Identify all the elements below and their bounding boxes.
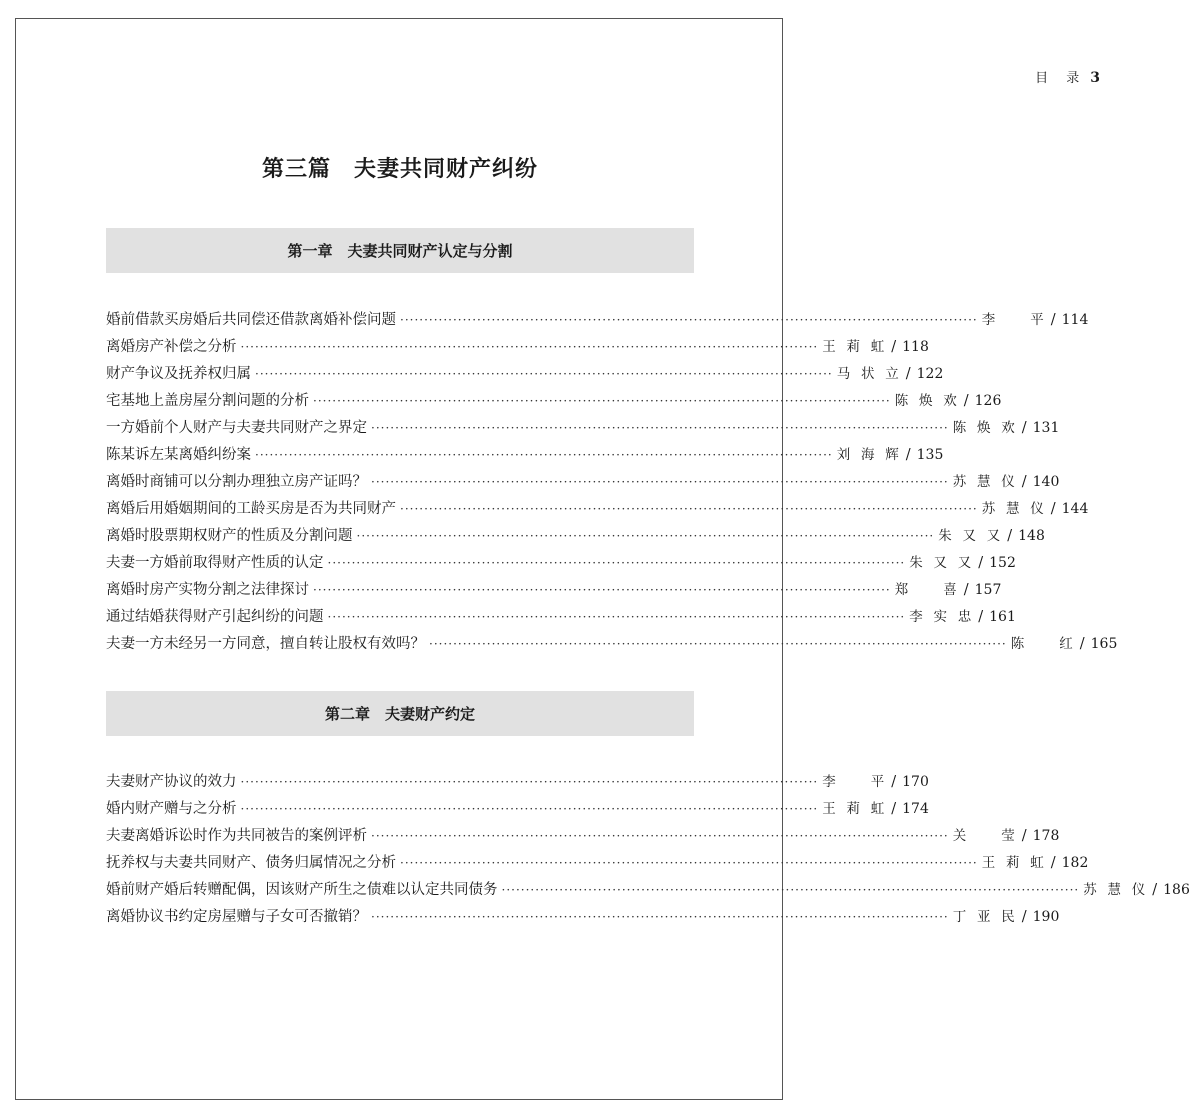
entry-title: 离婚房产补偿之分析 bbox=[106, 339, 237, 355]
header-page-number: 3 bbox=[1090, 70, 1100, 86]
entry-separator: / bbox=[905, 366, 911, 382]
entry-separator: / bbox=[1050, 501, 1056, 517]
entry-separator: / bbox=[1050, 855, 1056, 871]
entry-separator: / bbox=[978, 609, 984, 625]
toc-entry[interactable] bbox=[106, 797, 929, 824]
toc-entry[interactable] bbox=[106, 905, 1060, 932]
entry-page-number: 178 bbox=[1032, 828, 1060, 844]
entry-page-number: 170 bbox=[902, 774, 929, 790]
toc-entry[interactable] bbox=[106, 878, 1190, 905]
entry-page-number: 174 bbox=[902, 801, 929, 817]
entry-title: 离婚时商铺可以分割办理独立房产证吗？ bbox=[106, 474, 367, 490]
entry-page-number: 126 bbox=[974, 393, 1002, 409]
toc-entry[interactable] bbox=[106, 443, 944, 470]
dot-leader: ························································································································ bbox=[240, 775, 819, 789]
entry-page-number: 135 bbox=[916, 447, 944, 463]
entry-page-number: 118 bbox=[902, 339, 929, 355]
dot-leader: ························································································································ bbox=[400, 502, 978, 516]
entry-title: 宅基地上盖房屋分割问题的分析 bbox=[106, 393, 309, 409]
entry-author: 陈 红 bbox=[1010, 636, 1073, 652]
entry-author: 丁亚民 bbox=[952, 909, 1015, 925]
dot-leader: ························································································································ bbox=[240, 802, 819, 816]
dot-leader: ························································································································ bbox=[400, 313, 978, 327]
entry-author: 陈焕欢 bbox=[894, 393, 957, 409]
header-label: 目 录 bbox=[1035, 71, 1087, 86]
entry-separator: / bbox=[1021, 420, 1027, 436]
entry-title: 婚前财产婚后转赠配偶，因该财产所生之债难以认定共同债务 bbox=[106, 882, 498, 898]
entry-author: 郑 喜 bbox=[894, 582, 957, 598]
dot-leader: ························································································································ bbox=[400, 856, 978, 870]
toc-entry[interactable] bbox=[106, 605, 1016, 632]
entry-title: 夫妻财产协议的效力 bbox=[106, 774, 237, 790]
dot-leader: ························································································································ bbox=[429, 637, 1007, 651]
entry-page-number: 165 bbox=[1090, 636, 1118, 652]
entry-title: 通过结婚获得财产引起纠纷的问题 bbox=[106, 609, 324, 625]
entry-title: 夫妻一方婚前取得财产性质的认定 bbox=[106, 555, 324, 571]
toc-entry[interactable] bbox=[106, 362, 944, 389]
dot-leader: ························································································································ bbox=[327, 556, 906, 570]
entry-author: 王莉虹 bbox=[981, 855, 1044, 871]
entry-page-number: 148 bbox=[1018, 528, 1045, 544]
toc-entry[interactable] bbox=[106, 389, 1002, 416]
entry-title: 婚前借款买房婚后共同偿还借款离婚补偿问题 bbox=[106, 312, 396, 328]
entry-title: 离婚时股票期权财产的性质及分割问题 bbox=[106, 528, 353, 544]
entry-author: 李实忠 bbox=[909, 609, 972, 625]
toc-entry[interactable] bbox=[106, 524, 1045, 551]
entry-author: 朱又又 bbox=[909, 555, 972, 571]
entry-page-number: 140 bbox=[1032, 474, 1060, 490]
entry-author: 朱又又 bbox=[938, 528, 1001, 544]
entry-page-number: 186 bbox=[1163, 882, 1190, 898]
entry-title: 财产争议及抚养权归属 bbox=[106, 366, 251, 382]
entry-page-number: 114 bbox=[1061, 312, 1089, 328]
entry-separator: / bbox=[891, 339, 897, 355]
toc-list-chapter-1 bbox=[106, 308, 1118, 659]
entry-page-number: 144 bbox=[1061, 501, 1089, 517]
entry-page-number: 190 bbox=[1032, 909, 1060, 925]
toc-list-chapter-2 bbox=[106, 770, 1190, 932]
entry-separator: / bbox=[1050, 312, 1056, 328]
entry-author: 马状立 bbox=[836, 366, 899, 382]
dot-leader: ························································································································ bbox=[313, 394, 891, 408]
entry-separator: / bbox=[1007, 528, 1013, 544]
entry-title: 抚养权与夫妻共同财产、债务归属情况之分析 bbox=[106, 855, 396, 871]
dot-leader: ························································································································ bbox=[371, 421, 949, 435]
toc-entry[interactable] bbox=[106, 308, 1089, 335]
entry-page-number: 161 bbox=[989, 609, 1016, 625]
entry-title: 婚内财产赠与之分析 bbox=[106, 801, 237, 817]
dot-leader: ························································································································ bbox=[240, 340, 819, 354]
entry-title: 一方婚前个人财产与夫妻共同财产之界定 bbox=[106, 420, 367, 436]
entry-separator: / bbox=[905, 447, 911, 463]
dot-leader: ························································································································ bbox=[255, 367, 833, 381]
toc-entry[interactable] bbox=[106, 551, 1016, 578]
dot-leader: ························································································································ bbox=[255, 448, 833, 462]
entry-title: 离婚后用婚姻期间的工龄买房是否为共同财产 bbox=[106, 501, 396, 517]
dot-leader: ························································································································ bbox=[371, 910, 949, 924]
entry-page-number: 152 bbox=[989, 555, 1016, 571]
entry-separator: / bbox=[1021, 909, 1027, 925]
entry-author: 李 平 bbox=[981, 312, 1044, 328]
toc-entry[interactable] bbox=[106, 416, 1060, 443]
entry-author: 苏慧仪 bbox=[981, 501, 1044, 517]
toc-entry[interactable] bbox=[106, 632, 1118, 659]
entry-separator: / bbox=[963, 393, 969, 409]
entry-page-number: 131 bbox=[1032, 420, 1060, 436]
entry-page-number: 157 bbox=[974, 582, 1002, 598]
dot-leader: ························································································································ bbox=[371, 829, 949, 843]
running-header bbox=[1035, 67, 1100, 86]
entry-author: 李 平 bbox=[822, 774, 885, 790]
entry-separator: / bbox=[978, 555, 984, 571]
toc-entry[interactable] bbox=[106, 770, 929, 797]
toc-entry[interactable] bbox=[106, 578, 1002, 605]
entry-title: 离婚协议书约定房屋赠与子女可否撤销？ bbox=[106, 909, 367, 925]
toc-entry[interactable] bbox=[106, 824, 1060, 851]
toc-entry[interactable] bbox=[106, 470, 1060, 497]
dot-leader: ························································································································ bbox=[501, 883, 1080, 897]
entry-title: 夫妻离婚诉讼时作为共同被告的案例评析 bbox=[106, 828, 367, 844]
entry-separator: / bbox=[963, 582, 969, 598]
entry-separator: / bbox=[891, 774, 897, 790]
dot-leader: ························································································································ bbox=[313, 583, 891, 597]
entry-author: 关 莹 bbox=[952, 828, 1015, 844]
toc-entry[interactable] bbox=[106, 851, 1089, 878]
entry-page-number: 122 bbox=[916, 366, 944, 382]
entry-page-number: 182 bbox=[1061, 855, 1089, 871]
entry-author: 苏慧仪 bbox=[1083, 882, 1146, 898]
dot-leader: ························································································································ bbox=[327, 610, 906, 624]
toc-entry[interactable] bbox=[106, 335, 929, 362]
entry-separator: / bbox=[1079, 636, 1085, 652]
dot-leader: ························································································································ bbox=[356, 529, 935, 543]
toc-entry[interactable] bbox=[106, 497, 1089, 524]
entry-separator: / bbox=[1152, 882, 1158, 898]
entry-author: 陈焕欢 bbox=[952, 420, 1015, 436]
dot-leader: ························································································································ bbox=[371, 475, 949, 489]
entry-author: 苏慧仪 bbox=[952, 474, 1015, 490]
entry-separator: / bbox=[1021, 474, 1027, 490]
chapter-heading: 第一章 夫妻共同财产认定与分割 bbox=[106, 228, 694, 273]
entry-author: 王莉虹 bbox=[822, 801, 885, 817]
part-title: 第三篇 夫妻共同财产纠纷 bbox=[261, 157, 538, 182]
entry-separator: / bbox=[1021, 828, 1027, 844]
entry-title: 陈某诉左某离婚纠纷案 bbox=[106, 447, 251, 463]
entry-separator: / bbox=[891, 801, 897, 817]
entry-author: 刘海辉 bbox=[836, 447, 899, 463]
chapter-heading: 第二章 夫妻财产约定 bbox=[106, 691, 694, 736]
entry-title: 夫妻一方未经另一方同意，擅自转让股权有效吗？ bbox=[106, 636, 425, 652]
entry-author: 王莉虹 bbox=[822, 339, 885, 355]
entry-title: 离婚时房产实物分割之法律探讨 bbox=[106, 582, 309, 598]
